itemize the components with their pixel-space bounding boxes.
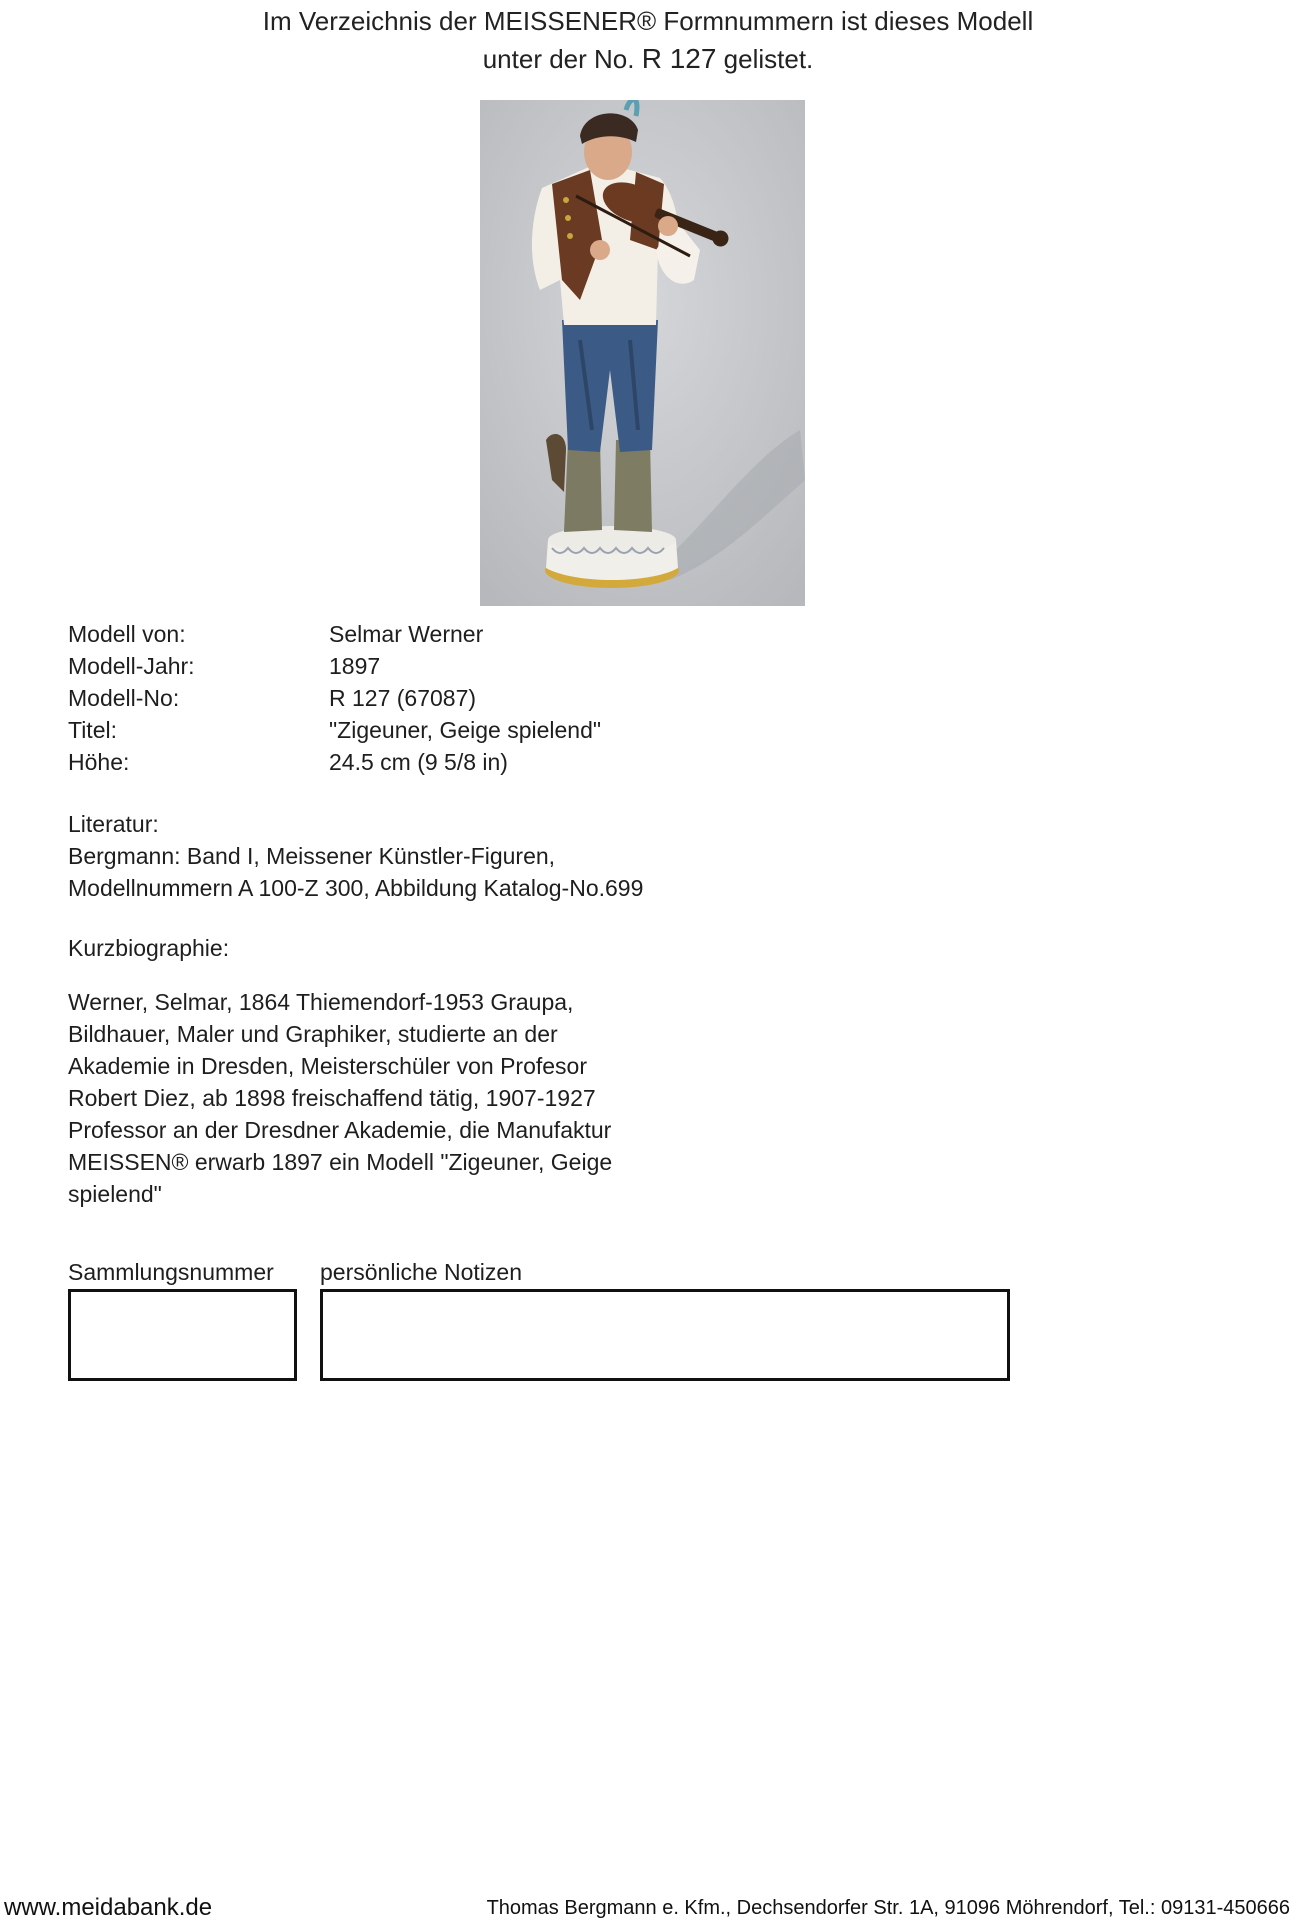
footer-website: www.meidabank.de — [4, 1894, 213, 1921]
collection-number-label: Sammlungsnummer — [68, 1259, 274, 1285]
header-line-1: Im Verzeichnis der MEISSENER® Formnummern ist dieses Modell — [262, 6, 1034, 36]
literature-line-1: Bergmann: Band I, Meissener Künstler-Figuren, — [68, 843, 556, 869]
biography-line: Werner, Selmar, 1864 Thiemendorf-1953 Graupa, — [68, 989, 574, 1015]
detail-label: Titel: — [68, 717, 117, 743]
detail-label: Modell-Jahr: — [68, 653, 195, 679]
personal-notes-box[interactable] — [320, 1289, 1010, 1381]
footer-address: Thomas Bergmann e. Kfm., Dechsendorfer Str. 1A, 91096 Möhrendorf, Tel.: 09131-450666 — [486, 1897, 1290, 1919]
literature-line-2: Modellnummern A 100-Z 300, Abbildung Katalog-No.699 — [68, 875, 644, 901]
violinist-figure-illustration — [480, 100, 805, 606]
header-suffix: gelistet. — [723, 44, 814, 74]
header-prefix: unter der No. — [482, 44, 635, 74]
detail-label: Modell-No: — [68, 685, 180, 711]
biography-line: Robert Diez, ab 1898 freischaffend tätig, 1907-1927 — [68, 1085, 596, 1111]
biography-line: Bildhauer, Maler und Graphiker, studierte an der — [68, 1021, 558, 1047]
biography-line: spielend" — [68, 1181, 162, 1207]
biography-line: MEISSEN® erwarb 1897 ein Modell "Zigeuner, Geige — [68, 1149, 613, 1175]
personal-notes-label: persönliche Notizen — [320, 1259, 523, 1285]
detail-value: 1897 — [329, 653, 381, 679]
header-model-number: R 127 — [641, 43, 717, 74]
detail-label: Modell von: — [68, 621, 186, 647]
page-header — [0, 2, 1296, 78]
literature-section — [68, 808, 643, 904]
biography-heading: Kurzbiographie: — [68, 935, 230, 961]
detail-value: Selmar Werner — [329, 621, 484, 647]
biography-line: Professor an der Dresdner Akademie, die Manufaktur — [68, 1117, 612, 1143]
detail-value: "Zigeuner, Geige spielend" — [329, 717, 602, 743]
literature-heading: Literatur: — [68, 811, 159, 837]
detail-label: Höhe: — [68, 749, 130, 775]
collection-number-box[interactable] — [68, 1289, 297, 1381]
biography-line: Akademie in Dresden, Meisterschüler von Profesor — [68, 1053, 588, 1079]
header-line-2 — [0, 40, 1296, 78]
detail-value: 24.5 cm (9 5/8 in) — [329, 749, 508, 775]
biography-text — [68, 986, 668, 1210]
porcelain-figure-photo — [480, 100, 805, 606]
detail-value: R 127 (67087) — [329, 685, 477, 711]
